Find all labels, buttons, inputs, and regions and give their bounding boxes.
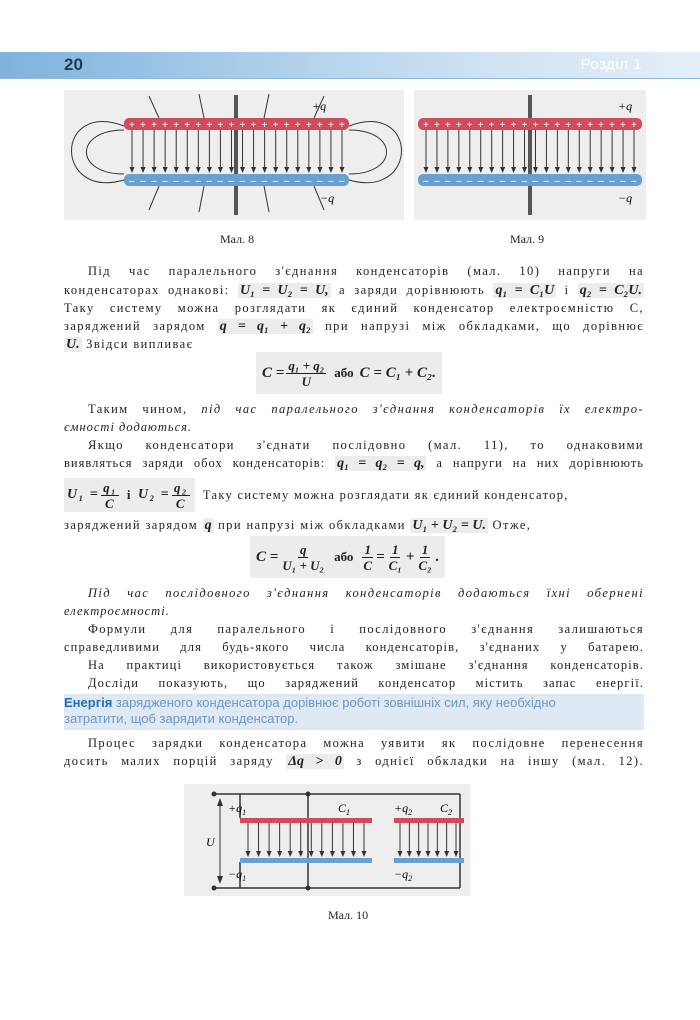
figure-10-caption: Мал. 10	[328, 908, 369, 922]
p3-u2-den: C	[175, 495, 186, 511]
minus-sign: –	[206, 176, 212, 187]
plus-sign: +	[587, 120, 594, 131]
minus-sign: –	[316, 176, 323, 187]
field-arrowhead	[288, 851, 293, 857]
field-arrowhead	[511, 167, 516, 173]
fig8-down-line-3	[264, 186, 269, 212]
minus-sign: –	[499, 176, 506, 187]
plus-sign: +	[609, 120, 615, 131]
paragraph-4-line-2: електроємності.	[64, 604, 170, 618]
p1-l2-text-c: і	[564, 283, 570, 297]
paragraph-7-line-2	[64, 752, 644, 771]
field-arrowhead	[434, 167, 439, 173]
field-arrowhead	[426, 851, 431, 857]
fig10-terminal-bottom	[212, 886, 217, 891]
figure-8-caption: Мал. 8	[220, 232, 255, 246]
plus-sign: +	[620, 120, 626, 131]
minus-sign: –	[423, 176, 429, 187]
field-arrowhead	[218, 167, 223, 173]
minus-sign: –	[162, 176, 168, 187]
field-arrowhead	[298, 851, 303, 857]
plus-sign: +	[261, 120, 268, 131]
field-arrowhead	[533, 167, 538, 173]
fig8-down-line-2	[199, 186, 204, 212]
minus-sign: –	[339, 176, 345, 187]
plus-sign: +	[294, 120, 301, 131]
plus-sign: +	[151, 120, 157, 131]
minus-sign: –	[129, 176, 135, 187]
minus-sign: –	[444, 176, 451, 187]
p7-l2-text-b: з однієї обкладки на іншу (мал. 12).	[356, 754, 644, 768]
paragraph-1-line-2	[64, 281, 644, 300]
fig10-u-arrow-up	[217, 798, 223, 806]
minus-sign: –	[184, 176, 190, 187]
field-arrowhead	[277, 851, 282, 857]
p2-l1-text-a: Таким чином,	[88, 402, 188, 416]
field-arrowhead	[435, 851, 440, 857]
field-arrowhead	[599, 167, 604, 173]
field-arrowhead	[424, 167, 429, 173]
field-arrowhead	[240, 167, 245, 173]
field-arrowhead	[500, 167, 505, 173]
field-arrowhead	[306, 167, 311, 173]
figure-8-diagram	[64, 90, 404, 220]
minus-sign: –	[510, 176, 517, 187]
minus-sign: –	[195, 176, 201, 187]
field-arrowhead	[555, 167, 560, 173]
field-arrowhead	[610, 167, 615, 173]
energy-term: Енергія	[64, 695, 113, 710]
field-arrowhead	[416, 851, 421, 857]
paragraph-5-line-2: справедливими для будь-якого числа конденсаторів, з'єднаних у батарею.	[64, 640, 644, 654]
figure-10-diagram	[184, 784, 470, 896]
figure-9-caption: Мал. 9	[510, 232, 545, 246]
f1-right: C = C₁ + C₂.	[359, 364, 436, 381]
field-arrowhead	[398, 851, 403, 857]
field-arrowhead	[273, 167, 278, 173]
plus-sign: +	[598, 120, 605, 131]
p3-u2-fraction	[172, 480, 190, 511]
p3-u2: U₂ =	[137, 487, 171, 502]
plus-sign: +	[239, 120, 246, 131]
plus-sign: +	[327, 120, 334, 131]
field-arrowhead	[174, 167, 179, 173]
energy-definition-line-1	[64, 695, 644, 711]
field-arrowhead	[407, 851, 412, 857]
minus-sign: –	[488, 176, 495, 187]
f2-fraction-main	[280, 542, 326, 573]
paragraph-4-line-1: Під час послідовного з'єднання конденсаторів додаються їхні обернені	[88, 586, 644, 600]
plus-sign: +	[499, 120, 506, 131]
plus-sign: +	[283, 120, 290, 131]
f2-fraction-1c	[361, 542, 374, 573]
field-arrowhead	[456, 167, 461, 173]
plus-sign: +	[631, 120, 637, 131]
fig10-c1: $C_1$	[338, 801, 351, 817]
f2-equals: =	[376, 548, 385, 565]
p1-l2-math-1: U₁ = U₂ = U,	[239, 283, 329, 298]
field-arrowhead	[588, 167, 593, 173]
plus-sign: +	[195, 120, 202, 131]
p3-l2-text-a: виявляться заряди обох конденсаторів:	[64, 456, 326, 470]
field-arrowhead	[522, 167, 527, 173]
fig8-negative-plate	[124, 174, 349, 186]
minus-sign: –	[151, 176, 157, 187]
p1-l5-math: U.	[66, 337, 80, 352]
p2-l1-text-b: під час паралельного з'єднання конденсаторів їх електро-	[201, 402, 644, 416]
fig10-node-top	[306, 792, 311, 797]
field-arrowhead	[467, 167, 472, 173]
f1-c-eq: C =	[262, 364, 285, 381]
field-arrowhead	[328, 167, 333, 173]
f2-fraction-1c1	[387, 542, 404, 573]
minus-sign: –	[477, 176, 484, 187]
plus-sign: +	[339, 120, 345, 131]
paragraph-5-line-1: Формули для паралельного і послідовного з'єднання залишаються	[88, 622, 644, 636]
f2-1c-num: 1	[364, 541, 371, 557]
p3-l4-q: q	[204, 518, 212, 533]
plus-sign: +	[521, 120, 528, 131]
field-arrowhead	[319, 851, 324, 857]
minus-sign: –	[261, 176, 268, 187]
fig9-plus-q-label: +q	[618, 99, 633, 113]
plus-sign: +	[423, 120, 429, 131]
paragraph-6-line-1: На практиці використовується також змішане з'єднання конденсаторів.	[88, 658, 644, 672]
p3-l3-text: Таку систему можна розглядати як єдиний конденсатор,	[202, 488, 569, 502]
field-arrowhead	[632, 167, 637, 173]
field-arrowhead	[478, 167, 483, 173]
field-arrowhead	[130, 167, 135, 173]
paragraph-3-line-2	[64, 454, 644, 473]
p3-u1-den: C	[104, 495, 116, 511]
fig8-up-line-3	[264, 94, 269, 118]
p3-l4-math: U₁ + U₂ = U.	[412, 518, 486, 533]
f2-c-eq: C =	[256, 548, 279, 565]
formula-parallel	[256, 352, 442, 394]
p3-l4-text-c: Отже,	[492, 518, 532, 532]
field-arrowhead	[267, 851, 272, 857]
f1-fraction	[286, 358, 326, 389]
fig10-c1-negative-plate	[240, 858, 372, 863]
minus-sign: –	[565, 176, 571, 187]
paragraph-2-line-2: ємності додаються.	[64, 420, 193, 434]
minus-sign: –	[466, 176, 473, 187]
minus-sign: –	[173, 176, 179, 187]
f2-fraction-1c2	[416, 542, 433, 573]
minus-sign: –	[576, 176, 582, 187]
field-arrowhead	[351, 851, 356, 857]
p3-l2-math: q₁ = q₂ = q,	[337, 456, 425, 471]
fig10-u-label: U	[206, 835, 215, 849]
f2-plus: +	[405, 548, 415, 565]
fig8-positive-plate	[124, 118, 349, 130]
paragraph-1-line-4	[64, 317, 644, 336]
fig10-plus-q1: $+q_1$	[228, 801, 247, 817]
plus-sign: +	[217, 120, 224, 131]
plus-sign: +	[532, 120, 539, 131]
minus-sign: –	[140, 176, 146, 187]
plus-sign: +	[466, 120, 473, 131]
plus-sign: +	[272, 120, 279, 131]
fig8-fringe-left-outer	[87, 130, 125, 174]
paragraph-7-line-1: Процес зарядки конденсатора можна уявити як послідовне перенесення	[88, 736, 644, 750]
plus-sign: +	[433, 120, 440, 131]
p1-l2-text-a: конденсаторах однакові:	[64, 283, 230, 297]
field-arrowhead	[621, 167, 626, 173]
p1-l2-math-2: q₁ = C₁U	[495, 283, 555, 298]
f2-1c1-num: 1	[391, 541, 399, 557]
field-arrowhead	[317, 167, 322, 173]
fig10-plus-q2: $+q_2$	[394, 801, 413, 817]
field-arrowhead	[445, 167, 450, 173]
minus-sign: –	[620, 176, 626, 187]
f1-numerator: q₁ + q₂	[288, 357, 325, 373]
fig10-terminal-top	[212, 792, 217, 797]
field-arrowhead	[163, 167, 168, 173]
minus-sign: –	[305, 176, 312, 187]
plus-sign: +	[140, 120, 146, 131]
header-divider	[0, 78, 700, 79]
f1-or: або	[334, 365, 354, 380]
field-arrowhead	[196, 167, 201, 173]
minus-sign: –	[455, 176, 462, 187]
fig10-node-bottom	[306, 886, 311, 891]
plus-sign: +	[543, 120, 550, 131]
p3-u2-num: q₂	[174, 479, 188, 495]
field-arrowhead	[152, 167, 157, 173]
fig10-c1-positive-plate	[240, 818, 372, 823]
plus-sign: +	[477, 120, 484, 131]
energy-definition-text-1: зарядженого конденсатора дорівнює роботі зовнішніх сил, яку необхідно	[112, 695, 556, 710]
minus-sign: –	[609, 176, 615, 187]
figure-8	[64, 90, 404, 220]
plus-sign: +	[206, 120, 213, 131]
f2-1c-den: C	[363, 557, 373, 573]
plus-sign: +	[184, 120, 191, 131]
field-arrowhead	[185, 167, 190, 173]
plus-sign: +	[455, 120, 462, 131]
fig10-field-lines	[246, 823, 459, 857]
field-arrowhead	[295, 167, 300, 173]
minus-sign: –	[543, 176, 549, 187]
field-arrowhead	[489, 167, 494, 173]
fig9-minus-q-label: −q	[618, 191, 633, 205]
fig10-c2-positive-plate	[394, 818, 464, 823]
p1-l5-text: Звідси випливає	[86, 337, 194, 351]
f2-1c1-den: C₁	[388, 557, 402, 573]
field-arrowhead	[262, 167, 267, 173]
field-arrowhead	[362, 851, 367, 857]
field-arrowhead	[577, 167, 582, 173]
plus-sign: +	[576, 120, 583, 131]
figure-10	[184, 784, 470, 896]
plus-sign: +	[444, 120, 451, 131]
plus-sign: +	[129, 120, 135, 131]
minus-sign: –	[433, 176, 440, 187]
figure-9-diagram	[414, 90, 646, 220]
minus-sign: –	[239, 176, 246, 187]
f2-denominator: U₁ + U₂	[282, 557, 325, 573]
f1-denominator: U	[301, 373, 311, 389]
field-arrowhead	[256, 851, 261, 857]
fig10-c2-negative-plate	[394, 858, 464, 863]
minus-sign: –	[272, 176, 279, 187]
field-arrowhead	[544, 167, 549, 173]
field-arrowhead	[229, 167, 234, 173]
fig10-minus-q1: $-q_1$	[228, 867, 247, 883]
plus-sign: +	[305, 120, 312, 131]
fig8-up-line-2	[199, 94, 204, 118]
p3-l4-text-b: при напрузі між обкладками	[218, 518, 406, 532]
minus-sign: –	[521, 176, 528, 187]
fig8-minus-q-label: −q	[320, 191, 335, 205]
p3-u1: U₁ =	[67, 487, 100, 502]
field-arrowhead	[340, 167, 345, 173]
plus-sign: +	[316, 120, 323, 131]
f2-numerator: q	[299, 541, 307, 557]
paragraph-6-line-2: Досліди показують, що заряджений конденсатор містить запас енергії.	[88, 676, 644, 690]
p3-l2-text-b: а напруги на них дорівнюють	[436, 456, 645, 470]
paragraph-3-line-4	[64, 516, 644, 535]
p1-l2-text-b: а заряди дорівнюють	[339, 283, 486, 297]
fig8-plus-q-label: +q	[312, 99, 327, 113]
fig8-down-line-1	[149, 186, 159, 210]
energy-definition-box	[64, 694, 644, 730]
fig8-fringe-right-outer	[349, 130, 387, 174]
plus-sign: +	[510, 120, 517, 131]
field-arrowhead	[330, 851, 335, 857]
p3-u1-fraction	[101, 480, 119, 511]
field-arrowhead	[251, 167, 256, 173]
minus-sign: –	[631, 176, 637, 187]
formula-series: C = $\frac{q}{\text{U₁ + U₂}}$ або $\frac{1}{C}$ = $\frac{1}{\text{C₁}}$ + $\frac{1}{\text{C₂}}$ .	[250, 536, 445, 578]
field-arrowhead	[284, 167, 289, 173]
minus-sign: –	[283, 176, 290, 187]
p3-l4-text-a: заряджений зарядом	[64, 518, 199, 532]
p1-l4-text-a: заряджений зарядом	[64, 319, 206, 333]
section-title: Розділ 1	[580, 56, 642, 73]
p7-l2-text-a: досить малих порцій заряду	[64, 754, 274, 768]
field-arrowhead	[566, 167, 571, 173]
energy-definition-line-2: затратити, щоб зарядити конденсатор.	[64, 711, 299, 726]
plus-sign: +	[228, 120, 235, 131]
minus-sign: –	[217, 176, 223, 187]
minus-sign: –	[587, 176, 593, 187]
plus-sign: +	[488, 120, 495, 131]
plus-sign: +	[173, 120, 180, 131]
f2-1c2-den: C₂	[418, 557, 432, 573]
paragraph-1-line-1: Під час паралельного з'єднання конденсаторів (мал. 10) напруги на	[88, 264, 644, 278]
p7-l2-math: Δq > 0	[288, 754, 342, 769]
field-arrowhead	[309, 851, 314, 857]
figure-9	[414, 90, 646, 220]
field-arrowhead	[246, 851, 251, 857]
paragraph-2-line-1	[64, 400, 644, 418]
fig10-u-arrow-down	[217, 876, 223, 884]
fig10-c2: $C_2$	[440, 801, 453, 817]
f2-1c2-num: 1	[421, 541, 429, 557]
field-arrowhead	[444, 851, 449, 857]
field-arrowhead	[340, 851, 345, 857]
minus-sign: –	[250, 176, 257, 187]
paragraph-1-line-3: Таку систему можна розглядати як єдиний конденсатор електроємністю C,	[64, 301, 644, 315]
minus-sign: –	[294, 176, 301, 187]
paragraph-3-line-3	[64, 478, 644, 512]
p3-u1-formula	[64, 478, 195, 512]
plus-sign: +	[565, 120, 572, 131]
field-arrowhead	[454, 851, 459, 857]
fig10-minus-q2: $-q_2$	[394, 867, 413, 883]
field-arrowhead	[141, 167, 146, 173]
minus-sign: –	[228, 176, 235, 187]
p3-u1-num: q₁	[103, 479, 117, 495]
fig8-up-line-1	[149, 96, 159, 118]
minus-sign: –	[554, 176, 560, 187]
paragraph-3-line-1: Якщо конденсатори з'єднати послідовно (мал. 11), то однаковими	[88, 438, 644, 452]
plus-sign: +	[554, 120, 561, 131]
field-arrowhead	[207, 167, 212, 173]
f2-or: або	[334, 549, 354, 564]
minus-sign: –	[532, 176, 539, 187]
p1-l4-math: q = q₁ + q₂	[219, 319, 311, 334]
minus-sign: –	[598, 176, 604, 187]
minus-sign: –	[327, 176, 334, 187]
p3-and: і	[126, 487, 132, 502]
page-number: 20	[64, 55, 83, 74]
p1-l2-math-3: q₂ = C₂U.	[579, 283, 643, 298]
plus-sign: +	[250, 120, 257, 131]
plus-sign: +	[162, 120, 169, 131]
p1-l4-text-b: при напрузі між обкладками, що дорівнює	[325, 319, 644, 333]
